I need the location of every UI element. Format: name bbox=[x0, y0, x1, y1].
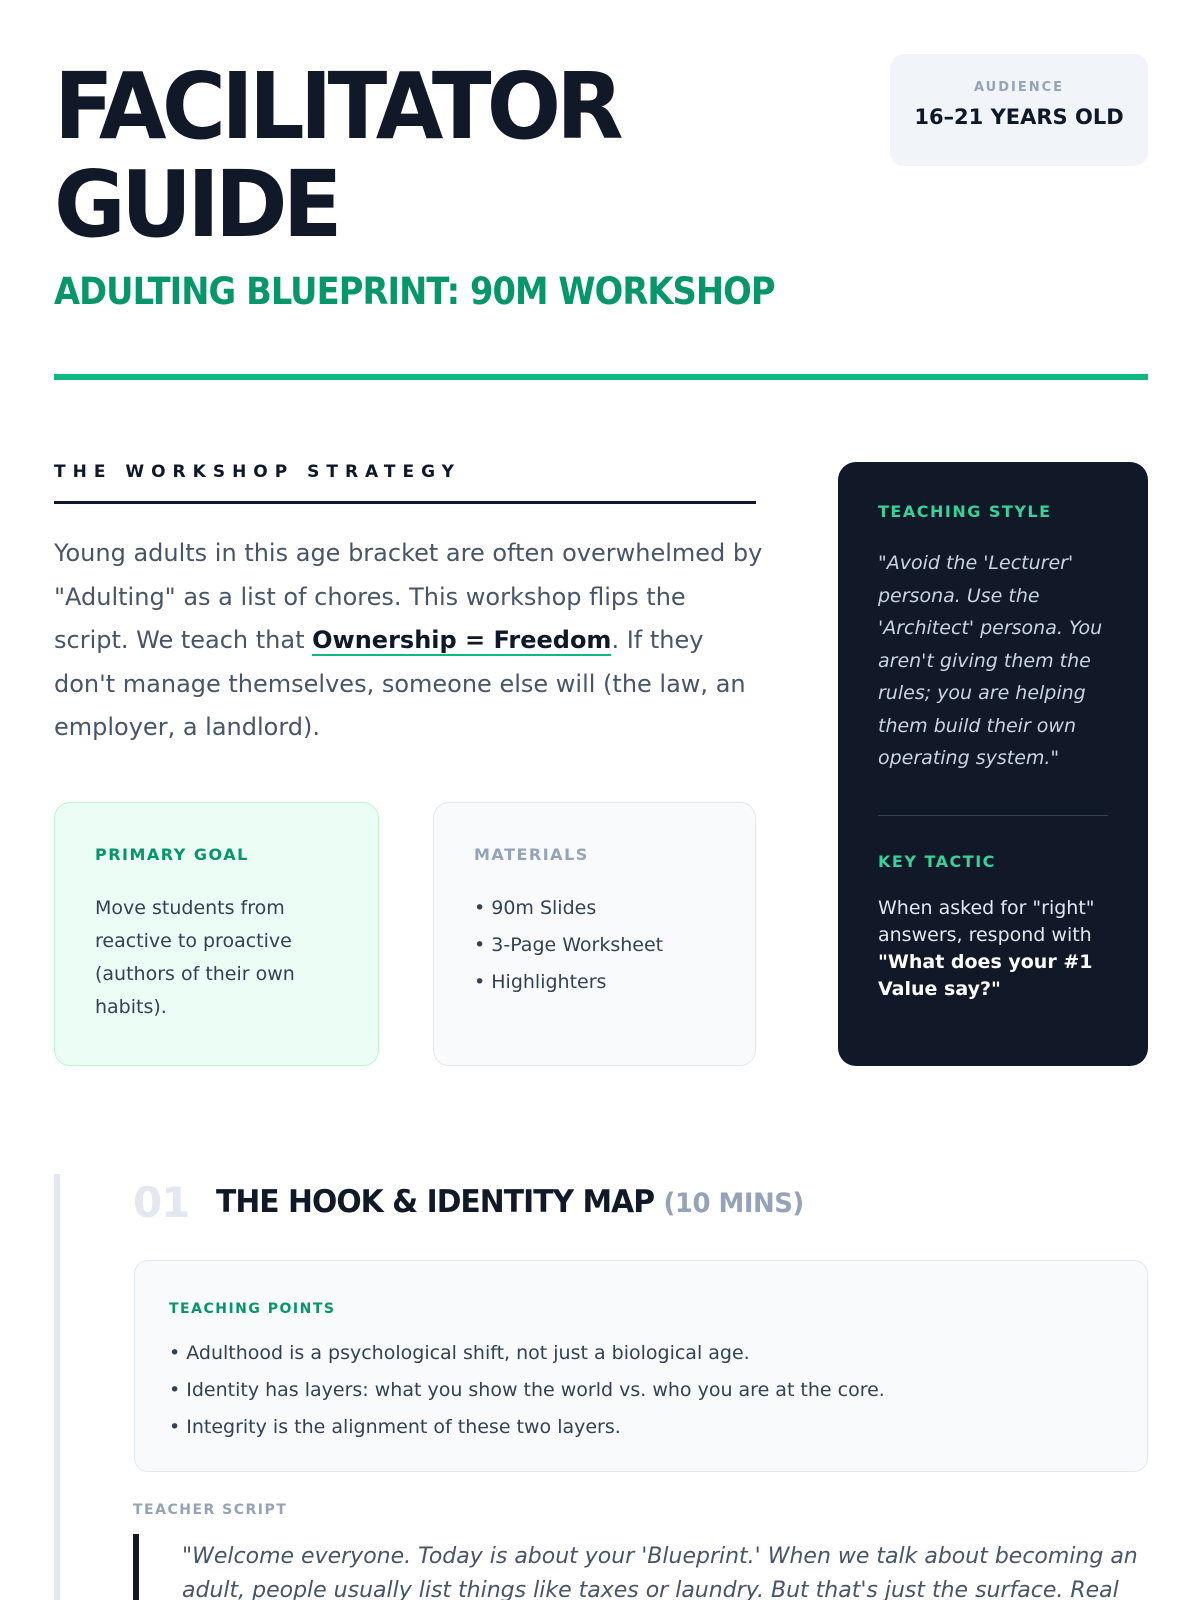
section-accent-bar bbox=[54, 1174, 60, 1600]
section-title-text: THE HOOK & IDENTITY MAP bbox=[216, 1184, 655, 1220]
materials-card bbox=[433, 802, 756, 1066]
materials-list bbox=[474, 890, 715, 1001]
section-number: 01 bbox=[133, 1178, 190, 1227]
script-accent-bar bbox=[133, 1534, 139, 1600]
teaching-points-list bbox=[169, 1335, 1113, 1446]
primary-goal-card bbox=[54, 802, 379, 1066]
section-title bbox=[216, 1184, 804, 1220]
strategy-intro bbox=[54, 532, 764, 750]
page-subtitle: ADULTING BLUEPRINT: 90M WORKSHOP bbox=[54, 270, 775, 313]
materials-item: • Highlighters bbox=[474, 971, 607, 993]
header-divider bbox=[54, 374, 1148, 380]
teaching-point: • Integrity is the alignment of these two layers. bbox=[169, 1416, 621, 1438]
page-title bbox=[54, 53, 619, 258]
teaching-style-label: TEACHING STYLE bbox=[878, 502, 1052, 521]
intro-text-end: . If they don't manage themselves, someone else will (the law, an employer, a landlord). bbox=[54, 626, 746, 741]
title-line-1: FACILITATOR bbox=[54, 53, 619, 160]
primary-goal-text: Move students from reactive to proactive (authors of their own habits). bbox=[95, 897, 295, 1018]
teacher-script-text: "Welcome everyone. Today is about your 'Blueprint.' When we talk about becoming an adult, people usually list things like taxes or laundry. But that's just the surface. Real bbox=[182, 1544, 1138, 1600]
audience-value: 16–21 YEARS OLD bbox=[914, 105, 1124, 129]
materials-item: • 3-Page Worksheet bbox=[474, 934, 664, 956]
teaching-points-label: TEACHING POINTS bbox=[169, 1301, 336, 1317]
teaching-style-panel bbox=[838, 462, 1148, 1066]
teaching-style-quote: "Avoid the 'Lecturer' persona. Use the 'Architect' persona. You aren't giving them the rules; you are helping them build their own operating system." bbox=[878, 552, 1103, 769]
teaching-points-card bbox=[134, 1260, 1148, 1472]
key-tactic-text bbox=[878, 895, 1108, 1003]
audience-badge bbox=[890, 54, 1148, 166]
intro-emphasis: Ownership = Freedom bbox=[312, 626, 612, 654]
teacher-script-label: TEACHER SCRIPT bbox=[133, 1502, 288, 1518]
key-tactic-label: KEY TACTIC bbox=[878, 851, 996, 871]
intro-text-start: Young adults in this age bracket are often overwhelmed by "Adulting" as a list of chores. This workshop flips the script. We teach that bbox=[54, 539, 763, 654]
materials-item: • 90m Slides bbox=[474, 897, 597, 919]
audience-label: AUDIENCE bbox=[973, 80, 1065, 95]
materials-label: MATERIALS bbox=[474, 845, 589, 864]
teaching-point: • Identity has layers: what you show the world vs. who you are at the core. bbox=[169, 1379, 885, 1401]
panel-divider bbox=[878, 815, 1108, 816]
section-duration: (10 MINS) bbox=[663, 1188, 804, 1219]
key-tactic-question: "What does your #1 Value say?" bbox=[878, 950, 1093, 1000]
strategy-heading: THE WORKSHOP STRATEGY bbox=[54, 462, 756, 504]
title-line-2: GUIDE bbox=[54, 151, 338, 258]
teaching-point: • Adulthood is a psychological shift, not just a biological age. bbox=[169, 1342, 750, 1364]
primary-goal-label: PRIMARY GOAL bbox=[95, 845, 249, 864]
key-tactic-body: When asked for "right" answers, respond with bbox=[878, 896, 1095, 946]
